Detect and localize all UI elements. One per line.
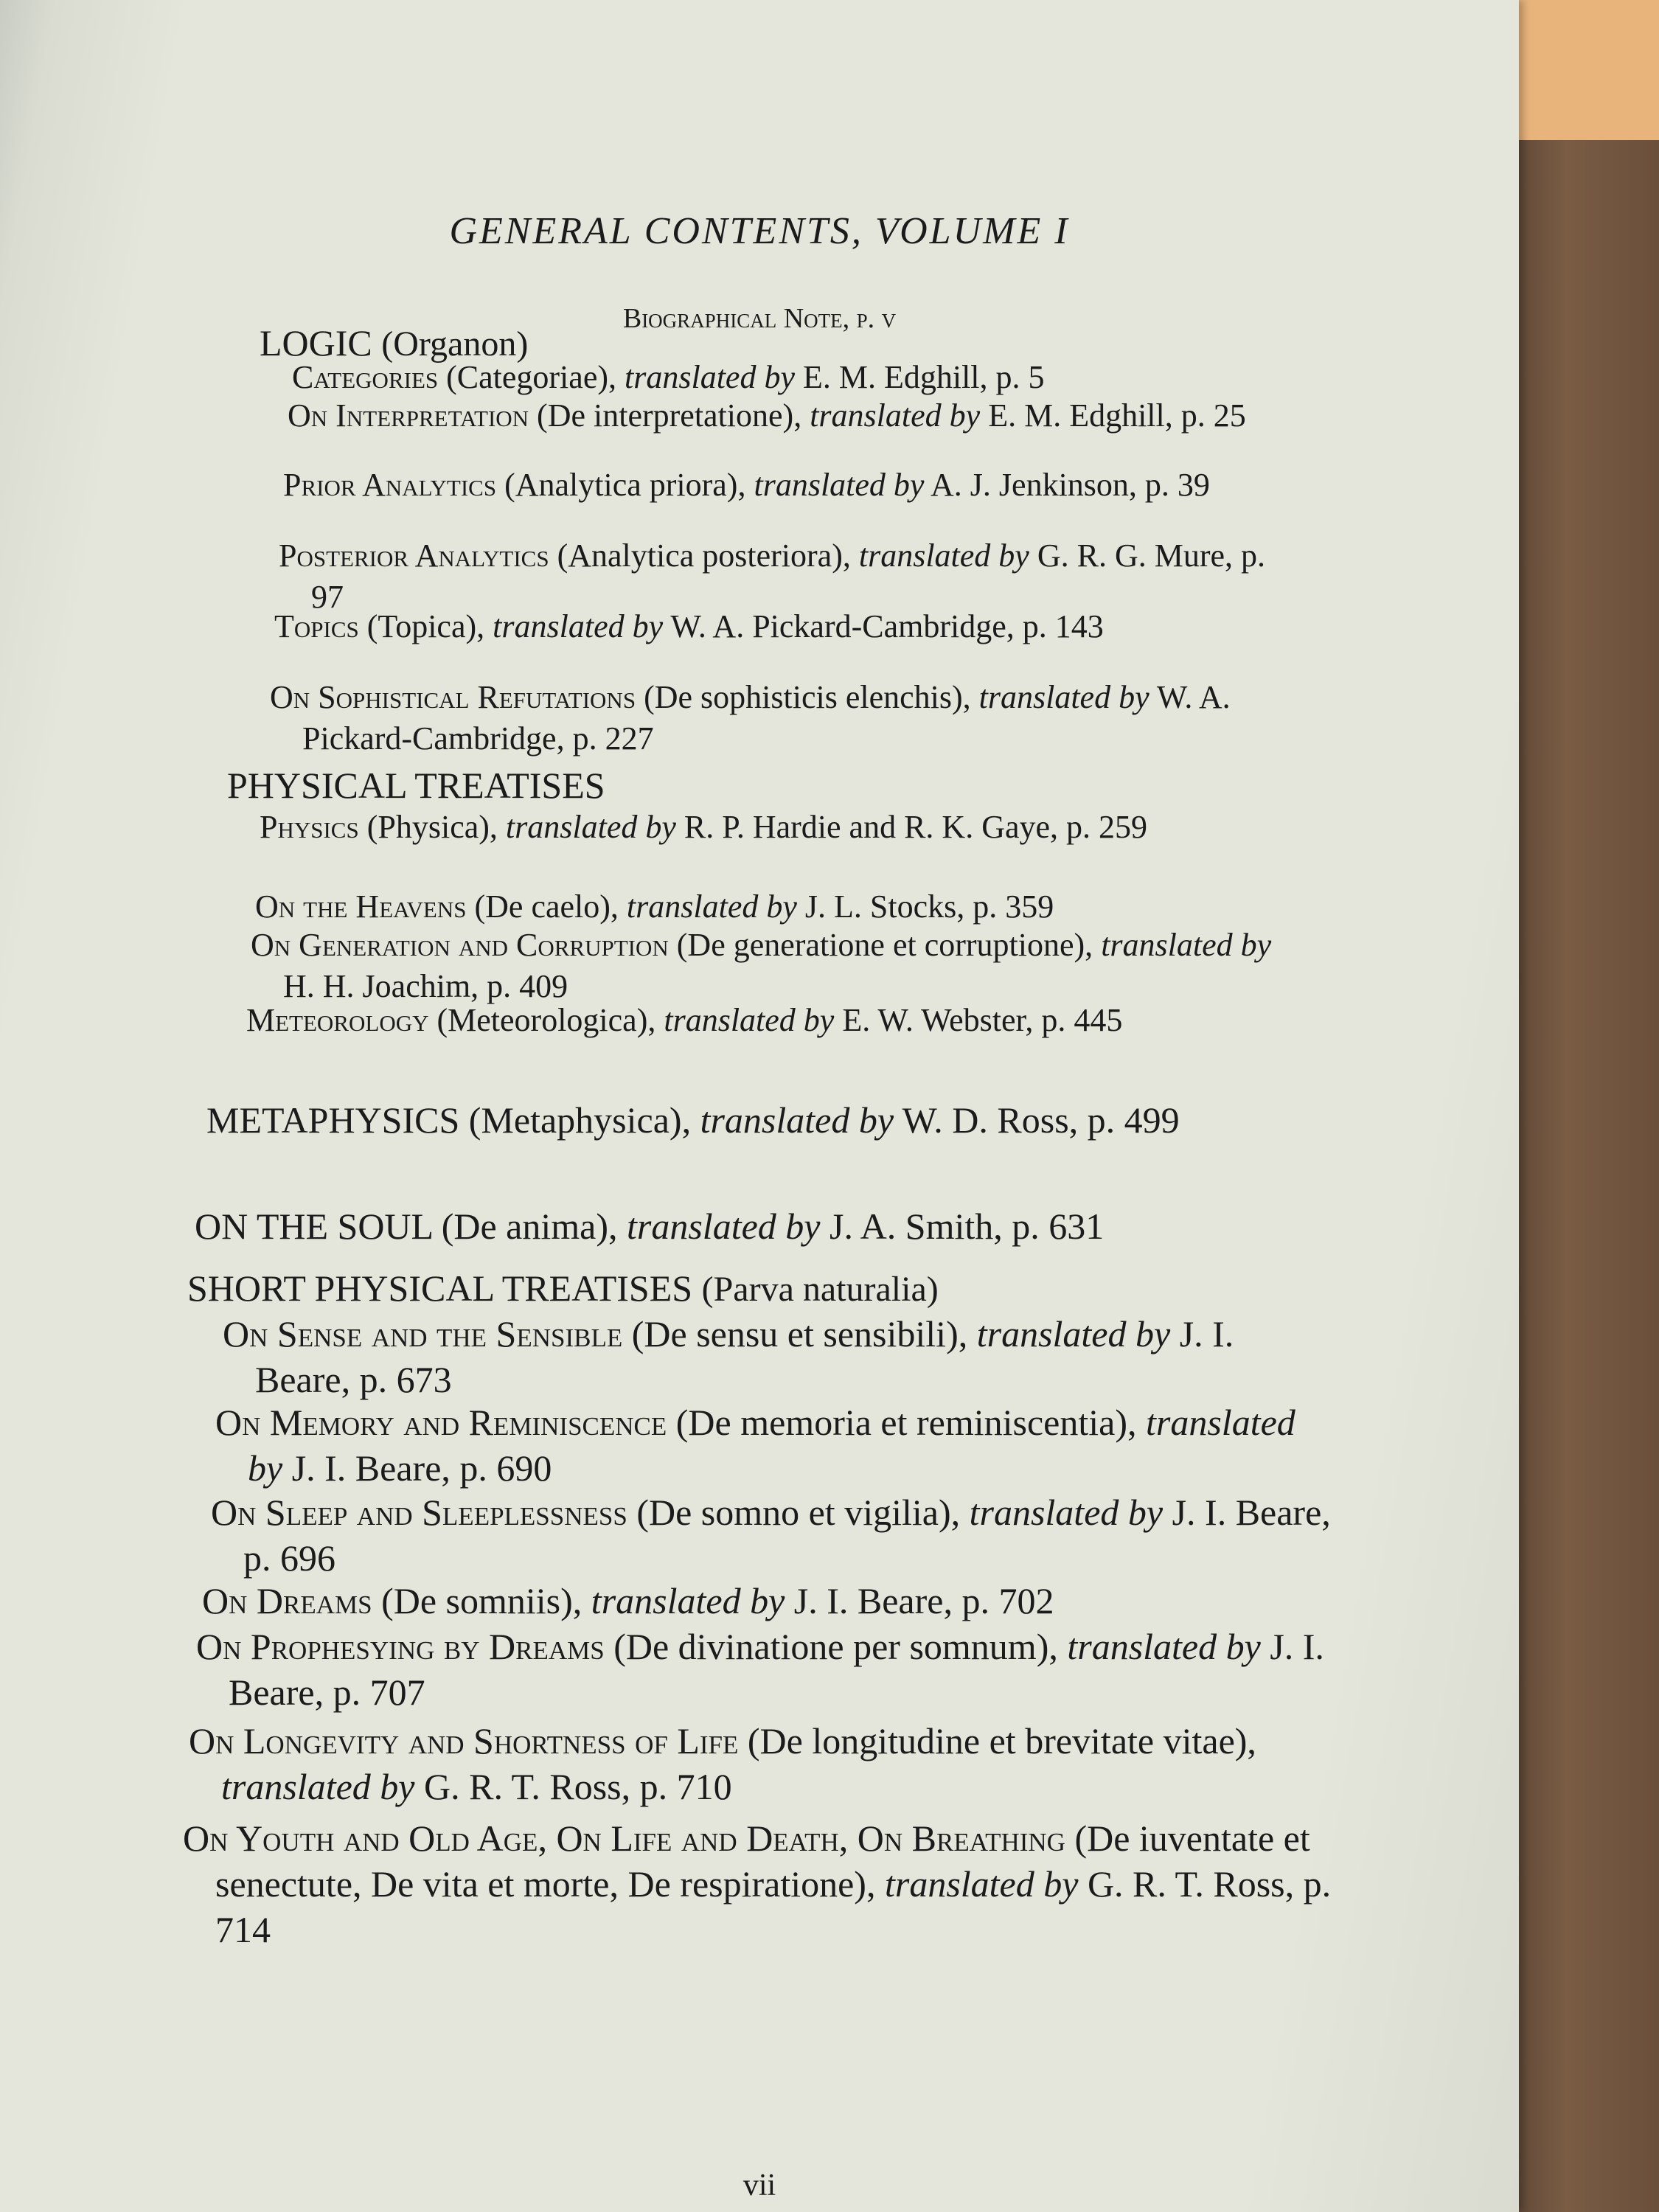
work-translator: R. P. Hardie and R. K. Gaye, p. 259: [684, 809, 1148, 845]
work-title: On Youth and Old Age, On Life and Death, On Breathing: [183, 1818, 1065, 1859]
work-latin: (De generatione et corruptione),: [676, 927, 1093, 963]
section-latin: (Parva naturalia): [701, 1270, 939, 1309]
translated-by: translated by: [493, 608, 664, 644]
work-latin: (De anima),: [441, 1206, 618, 1247]
work-title: On Sophistical Refutations: [270, 679, 636, 715]
work-translator: E. W. Webster, p. 445: [842, 1002, 1123, 1038]
section-heading-text: ON THE SOUL: [195, 1206, 433, 1247]
work-translator: W. D. Ross, p. 499: [902, 1099, 1180, 1141]
work-translator: J. I. Beare, p. 702: [793, 1580, 1054, 1621]
work-title: On the Heavens: [255, 888, 467, 925]
toc-entry-memory-and-reminiscence: [215, 1399, 1339, 1491]
toc-entry-prophesying-by-dreams: [196, 1624, 1364, 1715]
work-latin: (De divinatione per somnum),: [613, 1626, 1058, 1667]
toc-entry-metaphysics: [206, 1097, 1315, 1143]
translated-by: translated by: [248, 1402, 1295, 1489]
section-heading-physical-treatises: [227, 764, 605, 807]
work-latin: (De longitudine et brevitate vitae),: [747, 1720, 1256, 1761]
toc-entry-generation-and-corruption: [251, 925, 1293, 1007]
translated-by: translated by: [1101, 927, 1272, 963]
section-heading-short-physical-treatises: [187, 1267, 939, 1310]
work-latin: (Physica),: [366, 809, 498, 845]
toc-entry-sophistical-refutations: [270, 677, 1276, 759]
work-title: Posterior Analytics: [279, 538, 549, 574]
translated-by: translated by: [505, 809, 676, 845]
work-translator: J. I. Beare, p. 690: [291, 1447, 552, 1489]
work-latin: (Meteorologica),: [437, 1002, 656, 1038]
work-translator: E. M. Edghill, p. 25: [988, 397, 1246, 434]
work-title: On Dreams: [202, 1580, 372, 1621]
work-title: On Generation and Corruption: [251, 927, 669, 963]
toc-entry-on-dreams: [202, 1578, 1355, 1624]
work-latin: (Categoriae),: [446, 359, 616, 395]
translated-by: translated by: [626, 888, 797, 925]
work-latin: (Analytica posteriora),: [557, 538, 851, 574]
translated-by: translated by: [221, 1766, 415, 1807]
section-latin: (Organon): [381, 324, 529, 364]
toc-entry-topics: [274, 606, 1265, 647]
work-latin: (De sensu et sensibili),: [631, 1313, 968, 1354]
translated-by: translated by: [700, 1099, 894, 1141]
toc-entry-youth-and-old-age: [183, 1815, 1380, 1952]
work-latin: (De caelo),: [474, 888, 619, 925]
translated-by: translated by: [591, 1580, 785, 1621]
work-translator: G. R. T. Ross, p. 710: [423, 1766, 732, 1807]
work-title: Physics: [260, 809, 359, 845]
work-translator: G. R. G. Mure, p. 97: [311, 538, 1266, 615]
section-heading-text: PHYSICAL TREATISES: [227, 765, 605, 806]
work-translator: W. A. Pickard-Cambridge, p. 227: [302, 679, 1231, 757]
section-heading-text: SHORT PHYSICAL TREATISES: [187, 1267, 693, 1309]
page-title: GENERAL CONTENTS, VOLUME I: [449, 210, 1070, 252]
toc-entry-on-interpretation: [288, 395, 1279, 437]
toc-entry-physics: [260, 807, 1287, 848]
work-title: On Interpretation: [288, 397, 529, 434]
toc-entry-categories: [292, 357, 1283, 398]
translated-by: translated by: [978, 679, 1150, 715]
work-translator: G. R. T. Ross, p. 714: [215, 1863, 1332, 1950]
work-translator: J. I. Beare, p. 673: [255, 1313, 1234, 1400]
toc-entry-sleep-and-sleeplessness: [211, 1489, 1349, 1581]
work-title: On Prophesying by Dreams: [196, 1626, 605, 1667]
work-title: On Longevity and Shortness of Life: [189, 1720, 739, 1761]
translated-by: translated by: [1067, 1626, 1261, 1667]
work-latin: (Metaphysica),: [468, 1099, 692, 1141]
work-translator: A. J. Jenkinson, p. 39: [931, 467, 1210, 503]
work-translator: W. A. Pickard-Cambridge, p. 143: [670, 608, 1104, 644]
translated-by: translated by: [884, 1863, 1079, 1905]
toc-entry-longevity-and-shortness-of-life: [189, 1718, 1371, 1809]
work-translator: J. L. Stocks, p. 359: [804, 888, 1054, 925]
work-title: On Memory and Reminiscence: [215, 1402, 667, 1443]
translated-by: translated by: [969, 1492, 1164, 1533]
work-latin: (De somniis),: [381, 1580, 582, 1621]
translated-by: translated by: [810, 397, 981, 434]
work-translator: H. H. Joachim, p. 409: [283, 968, 568, 1004]
work-title: On Sleep and Sleeplessness: [211, 1492, 627, 1533]
translated-by: translated by: [627, 1206, 821, 1247]
work-latin: (De somno et vigilia),: [636, 1492, 961, 1533]
work-translator: J. I. Beare, p. 707: [229, 1626, 1324, 1713]
translated-by: translated by: [976, 1313, 1171, 1354]
book-cover-edge: [1504, 140, 1659, 2212]
translated-by: translated by: [858, 538, 1029, 574]
work-latin: (De sophisticis elenchis),: [644, 679, 971, 715]
biographical-note: Biographical Note, p. v: [622, 303, 897, 334]
work-latin: (De memoria et reminiscentia),: [675, 1402, 1137, 1443]
work-title: Meteorology: [246, 1002, 429, 1038]
work-latin: (Topica),: [366, 608, 485, 644]
toc-entry-prior-analytics: [283, 465, 1274, 506]
translated-by: translated by: [664, 1002, 835, 1038]
work-title: Categories: [292, 359, 439, 395]
translated-by: translated by: [754, 467, 925, 503]
page-number: vii: [742, 2168, 776, 2202]
toc-entry-sense-and-sensible: [223, 1311, 1332, 1402]
work-translator: E. M. Edghill, p. 5: [802, 359, 1045, 395]
translated-by: translated by: [625, 359, 795, 395]
toc-entry-on-the-heavens: [255, 886, 1290, 928]
toc-entry-meteorology: [246, 1000, 1296, 1041]
work-translator: J. I. Beare, p. 696: [243, 1492, 1331, 1579]
work-title: On Sense and the Sensible: [223, 1313, 623, 1354]
work-title: Prior Analytics: [283, 467, 497, 503]
section-heading-text: METAPHYSICS: [206, 1099, 460, 1141]
section-heading-text: LOGIC: [260, 322, 372, 364]
work-latin: (De iuventate et senectute, De vita et morte, De respiratione),: [215, 1818, 1310, 1905]
work-latin: (De interpretatione),: [537, 397, 802, 434]
work-title: Topics: [274, 608, 359, 644]
work-translator: J. A. Smith, p. 631: [829, 1206, 1105, 1247]
work-latin: (Analytica priora),: [504, 467, 746, 503]
toc-entry-on-the-soul: [195, 1203, 1333, 1249]
